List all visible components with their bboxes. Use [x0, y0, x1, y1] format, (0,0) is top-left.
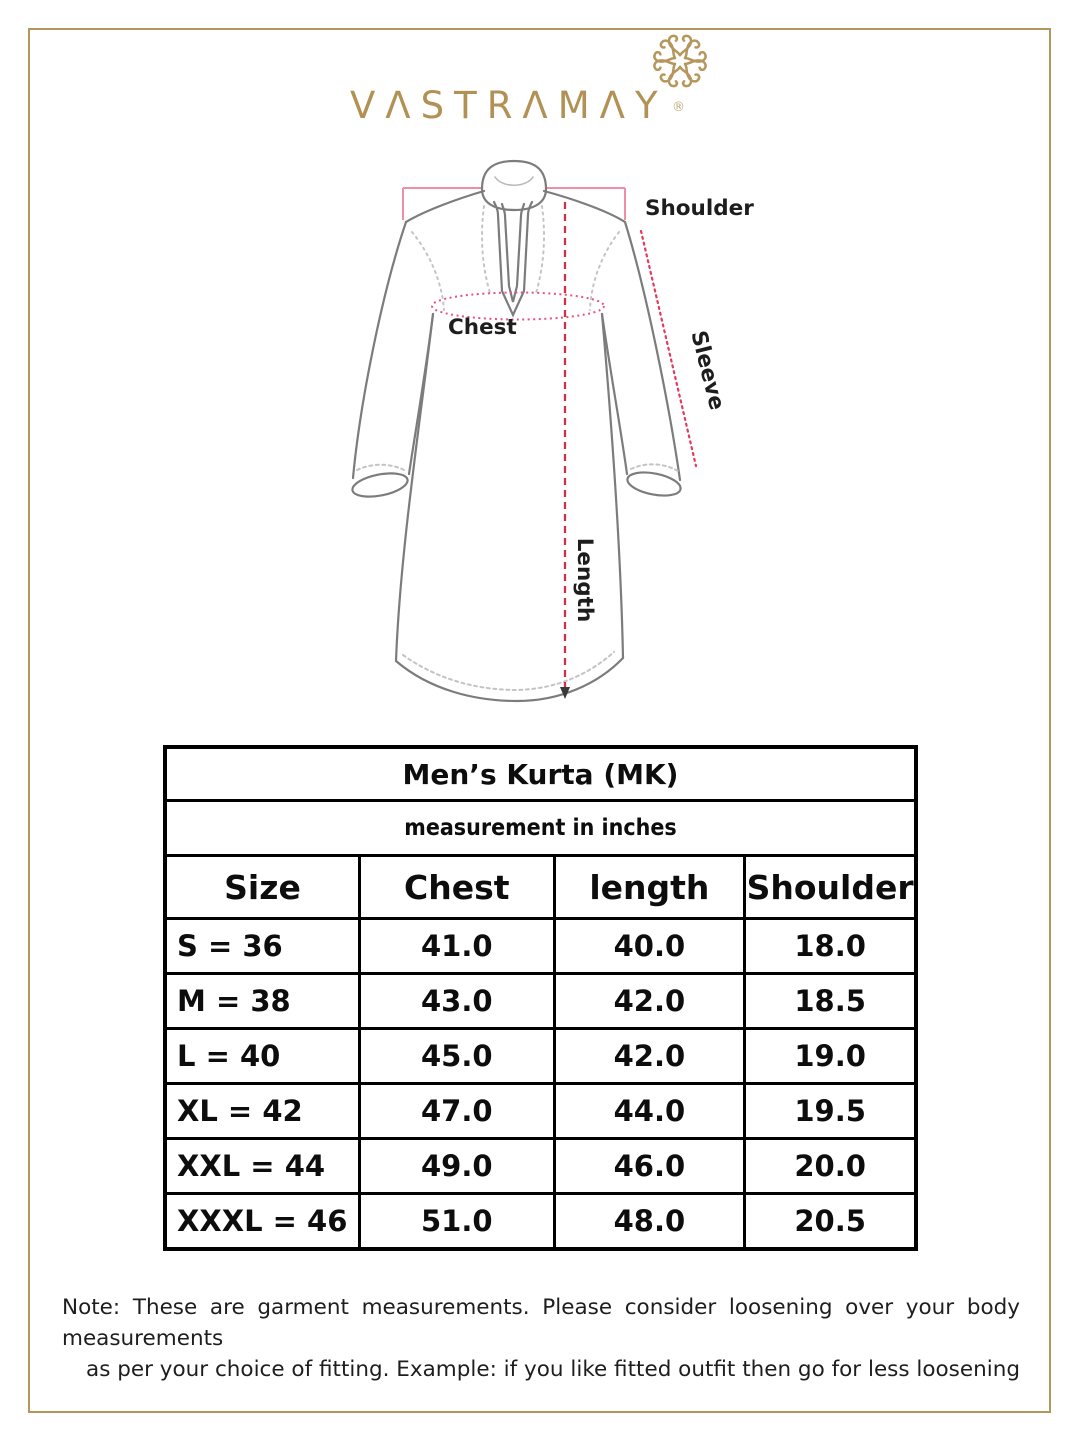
column-header-shoulder: Shoulder	[745, 856, 916, 919]
table-row	[165, 974, 916, 1029]
length-label: Length	[572, 537, 597, 623]
brand-wordmark: VΛSTRΛMΛY	[350, 84, 668, 127]
length-value: 44.0	[554, 1084, 745, 1139]
shoulder-value: 19.5	[745, 1084, 916, 1139]
chest-label: Chest	[448, 315, 517, 340]
chest-value: 41.0	[360, 919, 555, 974]
shoulder-label: Shoulder	[645, 196, 754, 221]
kurta-outline	[351, 161, 683, 701]
table-row	[165, 1139, 916, 1194]
table-row	[165, 1029, 916, 1084]
length-value: 46.0	[554, 1139, 745, 1194]
size-value: M = 38	[165, 974, 360, 1029]
note-line-1: Note: These are garment measurements. Please consider loosening over your body measurements	[62, 1295, 1020, 1351]
size-value: S = 36	[165, 919, 360, 974]
sleeve-measure-line	[641, 231, 696, 466]
brand-logo	[350, 84, 668, 127]
measurement-note	[62, 1292, 1020, 1385]
length-value: 42.0	[554, 1029, 745, 1084]
table-subtitle: measurement in inches	[165, 801, 916, 856]
note-line-2: as per your choice of fitting. Example: if you like fitted outfit then go for less loosening	[86, 1357, 1020, 1382]
chest-value: 47.0	[360, 1084, 555, 1139]
registered-trademark-symbol: ®	[672, 100, 685, 115]
length-value: 48.0	[554, 1194, 745, 1250]
shoulder-value: 18.0	[745, 919, 916, 974]
size-chart-table	[163, 745, 918, 1251]
kurta-measurement-diagram	[330, 158, 760, 736]
size-value: L = 40	[165, 1029, 360, 1084]
table-row	[165, 1084, 916, 1139]
sleeve-label: Sleeve	[685, 328, 730, 413]
chest-value: 49.0	[360, 1139, 555, 1194]
table-row	[165, 919, 916, 974]
column-header-size: Size	[165, 856, 360, 919]
table-header-row	[165, 856, 916, 919]
shoulder-value: 20.5	[745, 1194, 916, 1250]
chest-value: 43.0	[360, 974, 555, 1029]
table-title-row	[165, 747, 916, 801]
chest-value: 51.0	[360, 1194, 555, 1250]
brand-mandala-icon	[648, 32, 712, 90]
column-header-length: length	[554, 856, 745, 919]
size-value: XXL = 44	[165, 1139, 360, 1194]
column-header-chest: Chest	[360, 856, 555, 919]
shoulder-value: 19.0	[745, 1029, 916, 1084]
table-title: Men’s Kurta (MK)	[165, 747, 916, 801]
chest-value: 45.0	[360, 1029, 555, 1084]
shoulder-value: 20.0	[745, 1139, 916, 1194]
length-value: 42.0	[554, 974, 745, 1029]
size-value: XXXL = 46	[165, 1194, 360, 1250]
table-subtitle-row	[165, 801, 916, 856]
size-value: XL = 42	[165, 1084, 360, 1139]
table-row	[165, 1194, 916, 1250]
length-value: 40.0	[554, 919, 745, 974]
shoulder-value: 18.5	[745, 974, 916, 1029]
